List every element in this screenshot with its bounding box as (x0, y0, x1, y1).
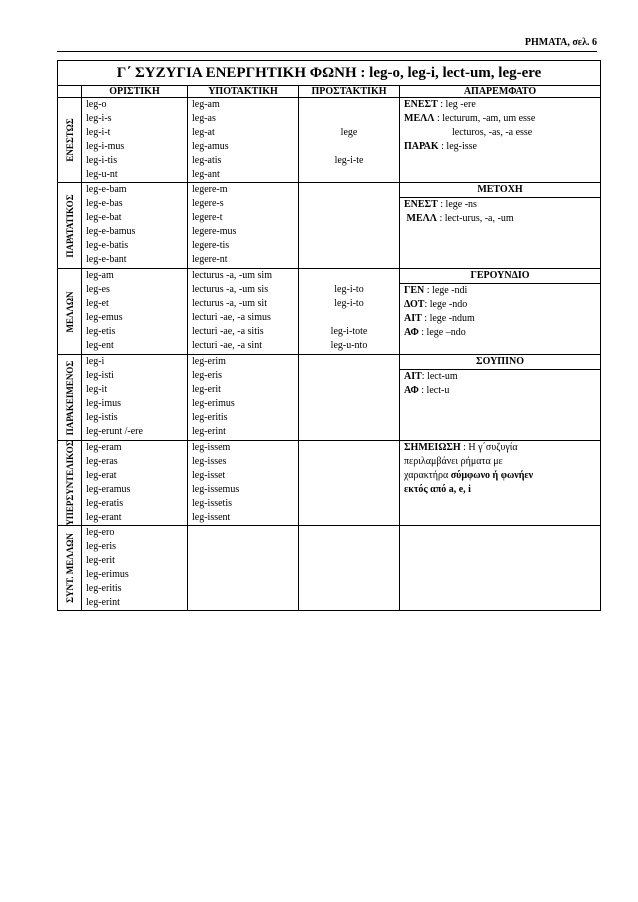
ypotaktiki-cell: leg-issem leg-isses leg-isset leg-issemus leg-issetis leg-issent (188, 441, 299, 526)
soupino-cell: ΣΟΥΠΙΝΟ ΑΙΤ: lect-um ΑΦ : lect-u (400, 355, 601, 441)
oristiki-cell: leg-i leg-isti leg-it leg-imus leg-istis leg-erunt /-ere (82, 355, 188, 441)
tense-row-synt-mellon (58, 526, 601, 611)
oristiki-cell: leg-am leg-es leg-et leg-emus leg-etis leg-ent (82, 269, 188, 355)
tense-label: ΥΠΕΡΣΥΝΤΕΛΙΚΟΣ (58, 441, 82, 526)
tense-row-enestos (58, 98, 601, 183)
oristiki-cell: leg-ero leg-eris leg-erit leg-erimus leg-eritis leg-erint (82, 526, 188, 611)
metoxi-cell: ΜΕΤΟΧΗ ΕΝΕΣΤ : lege -ns ΜΕΛΛ : lect-urus, -a, -um (400, 183, 601, 269)
ypotaktiki-cell: leg-erim leg-eris leg-erit leg-erimus leg-eritis leg-erint (188, 355, 299, 441)
corner-cell (58, 86, 82, 98)
oristiki-cell: leg-eram leg-eras leg-erat leg-eramus leg-eratis leg-erant (82, 441, 188, 526)
ypotaktiki-cell (188, 526, 299, 611)
oristiki-cell: leg-e-bam leg-e-bas leg-e-bat leg-e-bamus leg-e-batis leg-e-bant (82, 183, 188, 269)
tense-row-mellon (58, 269, 601, 355)
prostaktiki-cell (299, 526, 400, 611)
prostaktiki-cell (299, 183, 400, 269)
tense-row-ypersyntelikos (58, 441, 601, 526)
tense-label: ΕΝΕΣΤΩΣ (58, 98, 82, 183)
oristiki-cell: leg-o leg-i-s leg-i-t leg-i-mus leg-i-tis leg-u-nt (82, 98, 188, 183)
header-rule (57, 51, 597, 52)
gerundio-cell: ΓΕΡΟΥΝΔΙΟ ΓΕΝ : lege -ndi ΔΟΤ: lege -ndo ΑΙΤ : lege -ndum ΑΦ : lege –ndo (400, 269, 601, 355)
tense-label: ΜΕΛΛΩΝ (58, 269, 82, 355)
prostaktiki-cell (299, 441, 400, 526)
col-oristiki: ΟΡΙΣΤΙΚΗ (82, 86, 188, 98)
ypotaktiki-cell: legere-m legere-s legere-t legere-mus legere-tis legere-nt (188, 183, 299, 269)
tense-label: ΣΥΝΤ. ΜΕΛΛΩΝ (58, 526, 82, 611)
col-prostaktiki: ΠΡΟΣΤΑΚΤΙΚΗ (299, 86, 400, 98)
tense-row-paratatikos (58, 183, 601, 269)
aparemfato-cell: ΕΝΕΣΤ : leg -ere ΜΕΛΛ : lecturum, -am, um esse lecturos, -as, -a esse ΠΑΡΑΚ : leg-isse (400, 98, 601, 183)
col-ypotaktiki: ΥΠΟΤΑΚΤΙΚΗ (188, 86, 299, 98)
page-header (57, 37, 597, 53)
header-row (58, 86, 601, 98)
tense-row-parakeimenos (58, 355, 601, 441)
ypotaktiki-cell: lecturus -a, -um sim lecturus -a, -um sis lecturus -a, -um sit lecturi -ae, -a simus lecturi -ae, -a sitis lecturi -ae, -a sint (188, 269, 299, 355)
page-number: ΡΗΜΑΤΑ, σελ. 6 (524, 37, 597, 48)
empty-cell (400, 526, 601, 611)
prostaktiki-cell (299, 355, 400, 441)
note-cell: ΣΗΜΕΙΩΣΗ : Η γ΄συζυγία περιλαμβάνει ρήματα με χαρακτήρα σύμφωνο ή φωνήεν εκτός από a, e, i (400, 441, 601, 526)
conjugation-table (57, 60, 601, 611)
prostaktiki-cell: lege leg-i-te (299, 98, 400, 183)
ypotaktiki-cell: leg-am leg-as leg-at leg-amus leg-atis leg-ant (188, 98, 299, 183)
table-title: Γ΄ ΣΥΖΥΓΙΑ ΕΝΕΡΓΗΤΙΚΗ ΦΩΝΗ : leg-o, leg-i, lect-um, leg-ere (58, 61, 601, 86)
prostaktiki-cell: leg-i-to leg-i-to leg-i-tote leg-u-nto (299, 269, 400, 355)
tense-label: ΠΑΡΑΚΕΙΜΕΝΟΣ (58, 355, 82, 441)
col-aparemfato: ΑΠΑΡΕΜΦΑΤΟ (400, 86, 601, 98)
conjugation-table-wrap (57, 60, 600, 611)
tense-label: ΠΑΡΑΤΑΤΙΚΟΣ (58, 183, 82, 269)
